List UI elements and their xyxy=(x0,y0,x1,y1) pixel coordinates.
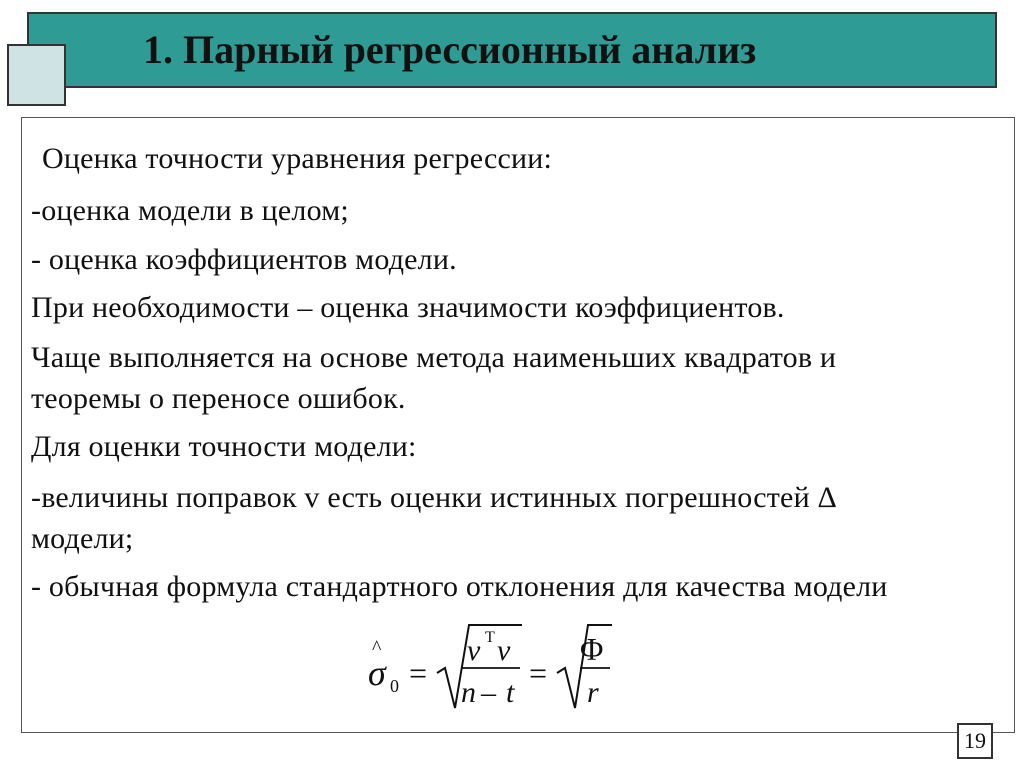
formula-numerator-phi: Φ xyxy=(580,631,604,667)
formula-hat: ^ xyxy=(372,637,382,659)
text-line-standard-deviation: - обычная формула стандартного отклонения для качества модели xyxy=(31,570,888,603)
formula-denominator-minus: – xyxy=(481,676,496,709)
text-line-model-overall: -оценка модели в целом; xyxy=(31,194,349,227)
formula-sigma: σ xyxy=(368,653,386,693)
formula-numerator-v1: v xyxy=(467,634,481,667)
formula-numerator-v2: v xyxy=(497,634,511,667)
text-line-model-accuracy: Для оценки точности модели: xyxy=(31,430,417,463)
text-line-error-transfer: теоремы о переносе ошибок. xyxy=(31,382,406,415)
text-line-model-coefficients: - оценка коэффициентов модели. xyxy=(31,243,457,276)
slide-title: 1. Парный регрессионный анализ xyxy=(143,27,757,72)
formula-equals-1: = xyxy=(409,655,428,691)
formula-denominator-n: n xyxy=(461,676,476,709)
text-line-significance: При необходимости – оценка значимости коэффициентов. xyxy=(31,291,785,324)
formula-denominator-t: t xyxy=(506,676,515,709)
text-line-least-squares: Чаще выполняется на основе метода наименьших квадратов и xyxy=(31,341,837,374)
formula-equals-2: = xyxy=(529,655,548,691)
text-line-accuracy-heading: Оценка точности уравнения регрессии: xyxy=(42,142,553,175)
text-line-corrections: -величины поправок v есть оценки истинных погрешностей Δ xyxy=(31,481,838,514)
formula-denominator-r: r xyxy=(587,676,599,709)
formula-numerator-sup-T: T xyxy=(485,629,495,646)
page-number: 19 xyxy=(957,723,993,759)
formula-subscript-0: 0 xyxy=(390,676,399,696)
text-line-model: модели; xyxy=(31,522,134,555)
